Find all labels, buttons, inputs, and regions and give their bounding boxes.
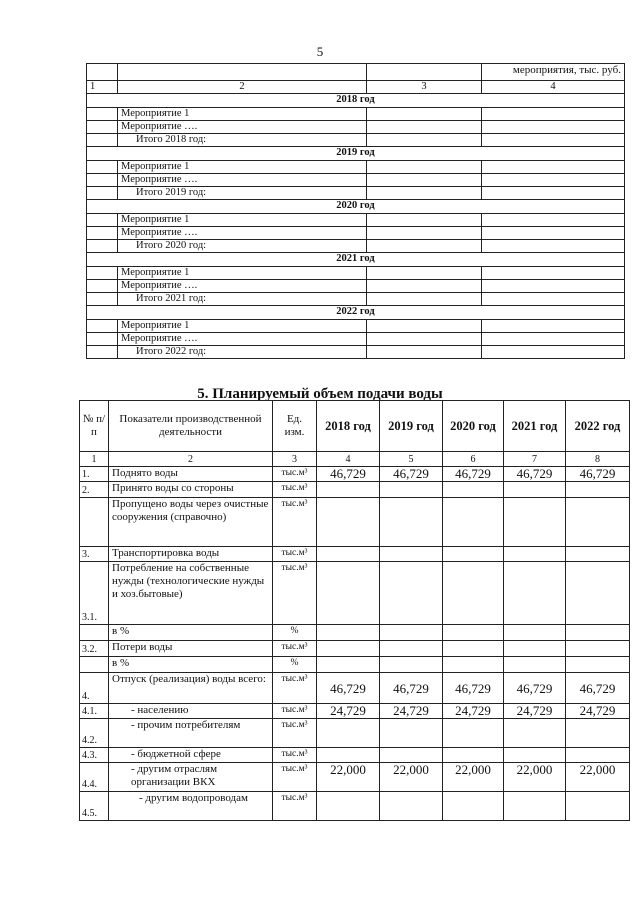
header-year: 2021 год — [504, 401, 566, 452]
row-value — [443, 482, 504, 498]
table-row — [80, 763, 630, 792]
table-cell — [87, 267, 118, 280]
activity-label: Мероприятие …. — [118, 174, 367, 187]
table-cell — [367, 174, 482, 187]
row-unit: тыс.м³ — [273, 547, 317, 562]
table-row — [80, 704, 630, 719]
row-number: 4.4. — [80, 763, 109, 792]
column-number: 1 — [87, 81, 118, 94]
row-label: - прочим потребителям — [109, 719, 273, 748]
row-label: Поднято воды — [109, 467, 273, 482]
row-value — [317, 625, 380, 641]
row-value — [504, 748, 566, 763]
column-number: 1 — [80, 452, 109, 467]
table-row — [80, 547, 630, 562]
table-row — [80, 467, 630, 482]
table-cell — [482, 280, 625, 293]
row-value: 22,000 — [566, 763, 630, 792]
row-value — [317, 792, 380, 821]
activity-label: Мероприятие …. — [118, 333, 367, 346]
row-value — [504, 498, 566, 547]
activities-table — [86, 63, 625, 359]
table-cell — [367, 214, 482, 227]
table-cell — [482, 267, 625, 280]
row-unit: тыс.м³ — [273, 719, 317, 748]
row-unit: тыс.м³ — [273, 498, 317, 547]
table-cell — [482, 320, 625, 333]
activity-label: Мероприятие 1 — [118, 267, 367, 280]
table-row — [87, 174, 625, 187]
row-unit: тыс.м³ — [273, 482, 317, 498]
row-value: 22,000 — [317, 763, 380, 792]
table-cell — [482, 214, 625, 227]
header-row — [80, 401, 630, 452]
row-number: 3. — [80, 547, 109, 562]
header-cell: мероприятия, тыс. руб. — [482, 64, 625, 81]
row-unit: тыс.м³ — [273, 763, 317, 792]
table-cell — [367, 320, 482, 333]
activity-label: Мероприятие …. — [118, 121, 367, 134]
row-value — [443, 562, 504, 625]
row-value: 46,729 — [504, 467, 566, 482]
row-number: 3.1. — [80, 562, 109, 625]
row-value — [380, 482, 443, 498]
row-value — [504, 562, 566, 625]
table-row — [87, 346, 625, 359]
table-cell — [87, 64, 118, 81]
table-cell — [482, 187, 625, 200]
row-value — [504, 625, 566, 641]
table-row — [87, 320, 625, 333]
row-value — [317, 482, 380, 498]
header-year: 2019 год — [380, 401, 443, 452]
row-value — [504, 657, 566, 673]
row-unit: % — [273, 625, 317, 641]
row-label: - другим отраслям организации ВКХ — [109, 763, 273, 792]
total-label: Итого 2019 год: — [118, 187, 367, 200]
row-value — [380, 792, 443, 821]
table-cell — [87, 333, 118, 346]
table-cell — [367, 64, 482, 81]
row-value — [380, 625, 443, 641]
column-number: 2 — [109, 452, 273, 467]
table-cell — [482, 161, 625, 174]
total-label: Итого 2021 год: — [118, 293, 367, 306]
table-cell — [367, 240, 482, 253]
column-number: 4 — [317, 452, 380, 467]
table-cell — [482, 134, 625, 147]
column-number: 5 — [380, 452, 443, 467]
column-numbers-row — [80, 452, 630, 467]
row-label: в % — [109, 657, 273, 673]
header-indicator: Показатели производственной деятельности — [109, 401, 273, 452]
column-number: 7 — [504, 452, 566, 467]
table-row — [87, 280, 625, 293]
row-value — [317, 562, 380, 625]
table-row — [87, 267, 625, 280]
row-unit: тыс.м³ — [273, 467, 317, 482]
table-row — [80, 657, 630, 673]
activity-label: Мероприятие 1 — [118, 108, 367, 121]
row-value — [504, 719, 566, 748]
table-cell — [87, 121, 118, 134]
row-number — [80, 625, 109, 641]
row-number: 1. — [80, 467, 109, 482]
total-label: Итого 2022 год: — [118, 346, 367, 359]
row-label: - другим водопроводам — [109, 792, 273, 821]
table-row — [80, 562, 630, 625]
table-cell — [87, 134, 118, 147]
row-value: 22,000 — [380, 763, 443, 792]
activity-label: Мероприятие 1 — [118, 320, 367, 333]
table-row — [80, 641, 630, 657]
table-cell — [482, 174, 625, 187]
table-cell — [482, 346, 625, 359]
total-label: Итого 2018 год: — [118, 134, 367, 147]
row-number: 3.2. — [80, 641, 109, 657]
row-unit: тыс.м³ — [273, 673, 317, 704]
row-value — [566, 792, 630, 821]
row-value — [443, 748, 504, 763]
column-number: 8 — [566, 452, 630, 467]
row-value — [380, 748, 443, 763]
year-label: 2018 год — [87, 94, 625, 108]
header-year: 2020 год — [443, 401, 504, 452]
row-number: 2. — [80, 482, 109, 498]
row-value — [317, 498, 380, 547]
table-cell — [482, 108, 625, 121]
table-row — [80, 792, 630, 821]
table-cell — [118, 64, 367, 81]
row-label: Принято воды со стороны — [109, 482, 273, 498]
row-value — [317, 657, 380, 673]
table-row — [80, 673, 630, 704]
row-unit: тыс.м³ — [273, 641, 317, 657]
year-label: 2022 год — [87, 306, 625, 320]
row-number — [80, 657, 109, 673]
column-number: 3 — [273, 452, 317, 467]
row-value — [566, 562, 630, 625]
header-year: 2018 год — [317, 401, 380, 452]
table-row — [87, 240, 625, 253]
table-cell — [87, 108, 118, 121]
row-value: 46,729 — [317, 467, 380, 482]
row-unit: тыс.м³ — [273, 704, 317, 719]
column-numbers-row — [87, 81, 625, 94]
row-value — [566, 498, 630, 547]
row-label: в % — [109, 625, 273, 641]
year-row — [87, 147, 625, 161]
table-cell — [367, 227, 482, 240]
row-value — [504, 641, 566, 657]
row-value — [566, 625, 630, 641]
row-number — [80, 498, 109, 547]
table-cell — [482, 333, 625, 346]
row-value — [566, 482, 630, 498]
row-value: 24,729 — [380, 704, 443, 719]
row-value — [380, 641, 443, 657]
row-value — [380, 562, 443, 625]
table-cell — [367, 161, 482, 174]
table-row — [80, 482, 630, 498]
row-value — [566, 719, 630, 748]
row-value — [317, 748, 380, 763]
row-value: 46,729 — [317, 673, 380, 704]
header-unit: Ед. изм. — [273, 401, 317, 452]
row-value — [443, 657, 504, 673]
table-row — [87, 134, 625, 147]
row-value: 24,729 — [566, 704, 630, 719]
table-row — [87, 227, 625, 240]
year-row — [87, 200, 625, 214]
column-number: 4 — [482, 81, 625, 94]
table-cell — [87, 346, 118, 359]
table-cell — [482, 227, 625, 240]
table-cell — [87, 320, 118, 333]
table-cell — [367, 121, 482, 134]
row-value: 46,729 — [504, 673, 566, 704]
row-number: 4.5. — [80, 792, 109, 821]
table-row — [87, 108, 625, 121]
table-cell — [482, 121, 625, 134]
row-value: 24,729 — [443, 704, 504, 719]
table-cell — [87, 280, 118, 293]
activity-label: Мероприятие 1 — [118, 214, 367, 227]
table-row — [87, 187, 625, 200]
row-value: 22,000 — [443, 763, 504, 792]
table-cell — [482, 293, 625, 306]
row-value — [566, 657, 630, 673]
row-value: 22,000 — [504, 763, 566, 792]
row-label: Потребление на собственные нужды (технологические нужды и хоз.бытовые) — [109, 562, 273, 625]
row-number: 4.2. — [80, 719, 109, 748]
row-unit: % — [273, 657, 317, 673]
row-unit: тыс.м³ — [273, 562, 317, 625]
water-supply-table — [79, 400, 630, 821]
table-cell — [367, 333, 482, 346]
year-label: 2019 год — [87, 147, 625, 161]
row-number: 4.1. — [80, 704, 109, 719]
column-number: 2 — [118, 81, 367, 94]
table-cell — [87, 174, 118, 187]
column-number: 6 — [443, 452, 504, 467]
table-cell — [367, 280, 482, 293]
table-cell — [87, 240, 118, 253]
row-value: 24,729 — [317, 704, 380, 719]
table-row — [80, 748, 630, 763]
row-value — [317, 641, 380, 657]
table-cell — [87, 161, 118, 174]
table-row — [80, 498, 630, 547]
table-cell — [367, 293, 482, 306]
row-value — [317, 719, 380, 748]
row-label: - населению — [109, 704, 273, 719]
total-label: Итого 2020 год: — [118, 240, 367, 253]
year-label: 2021 год — [87, 253, 625, 267]
section-title: 5. Планируемый объем подачи воды — [197, 386, 443, 402]
row-label: Отпуск (реализация) воды всего: — [109, 673, 273, 704]
row-value — [566, 748, 630, 763]
table-cell — [482, 240, 625, 253]
year-label: 2020 год — [87, 200, 625, 214]
row-value — [504, 792, 566, 821]
year-row — [87, 253, 625, 267]
row-unit: тыс.м³ — [273, 792, 317, 821]
row-value: 46,729 — [380, 673, 443, 704]
column-number: 3 — [367, 81, 482, 94]
header-num: № п/п — [80, 401, 109, 452]
row-label: - бюджетной сфере — [109, 748, 273, 763]
year-row — [87, 306, 625, 320]
row-value — [443, 719, 504, 748]
row-number: 4.3. — [80, 748, 109, 763]
year-row — [87, 94, 625, 108]
row-label: Транспортировка воды — [109, 547, 273, 562]
table-cell — [367, 108, 482, 121]
row-value — [443, 547, 504, 562]
row-value — [504, 482, 566, 498]
table-row — [87, 333, 625, 346]
row-value: 24,729 — [504, 704, 566, 719]
table-row — [87, 161, 625, 174]
table-row — [80, 625, 630, 641]
row-label: Потери воды — [109, 641, 273, 657]
row-value — [380, 547, 443, 562]
table-cell — [87, 187, 118, 200]
table-cell — [367, 267, 482, 280]
row-value — [443, 641, 504, 657]
table-row — [87, 121, 625, 134]
row-value — [443, 792, 504, 821]
table-row — [80, 719, 630, 748]
row-value: 46,729 — [566, 467, 630, 482]
row-unit: тыс.м³ — [273, 748, 317, 763]
row-value — [380, 657, 443, 673]
row-value: 46,729 — [380, 467, 443, 482]
row-value: 46,729 — [566, 673, 630, 704]
table-row — [87, 214, 625, 227]
activity-label: Мероприятие …. — [118, 227, 367, 240]
row-label: Пропущено воды через очистные сооружения (справочно) — [109, 498, 273, 547]
table-cell — [367, 346, 482, 359]
row-value — [504, 547, 566, 562]
header-year: 2022 год — [566, 401, 630, 452]
row-value: 46,729 — [443, 673, 504, 704]
activity-label: Мероприятие 1 — [118, 161, 367, 174]
row-value — [566, 547, 630, 562]
row-number: 4. — [80, 673, 109, 704]
table-row — [87, 64, 625, 81]
table-cell — [87, 227, 118, 240]
table-cell — [367, 187, 482, 200]
row-value — [566, 641, 630, 657]
table-row — [87, 293, 625, 306]
row-value — [317, 547, 380, 562]
row-value — [380, 498, 443, 547]
row-value — [443, 625, 504, 641]
row-value — [443, 498, 504, 547]
row-value — [380, 719, 443, 748]
row-value: 46,729 — [443, 467, 504, 482]
activity-label: Мероприятие …. — [118, 280, 367, 293]
table-cell — [87, 214, 118, 227]
table-cell — [367, 134, 482, 147]
table-cell — [87, 293, 118, 306]
page-number: 5 — [316, 44, 324, 59]
